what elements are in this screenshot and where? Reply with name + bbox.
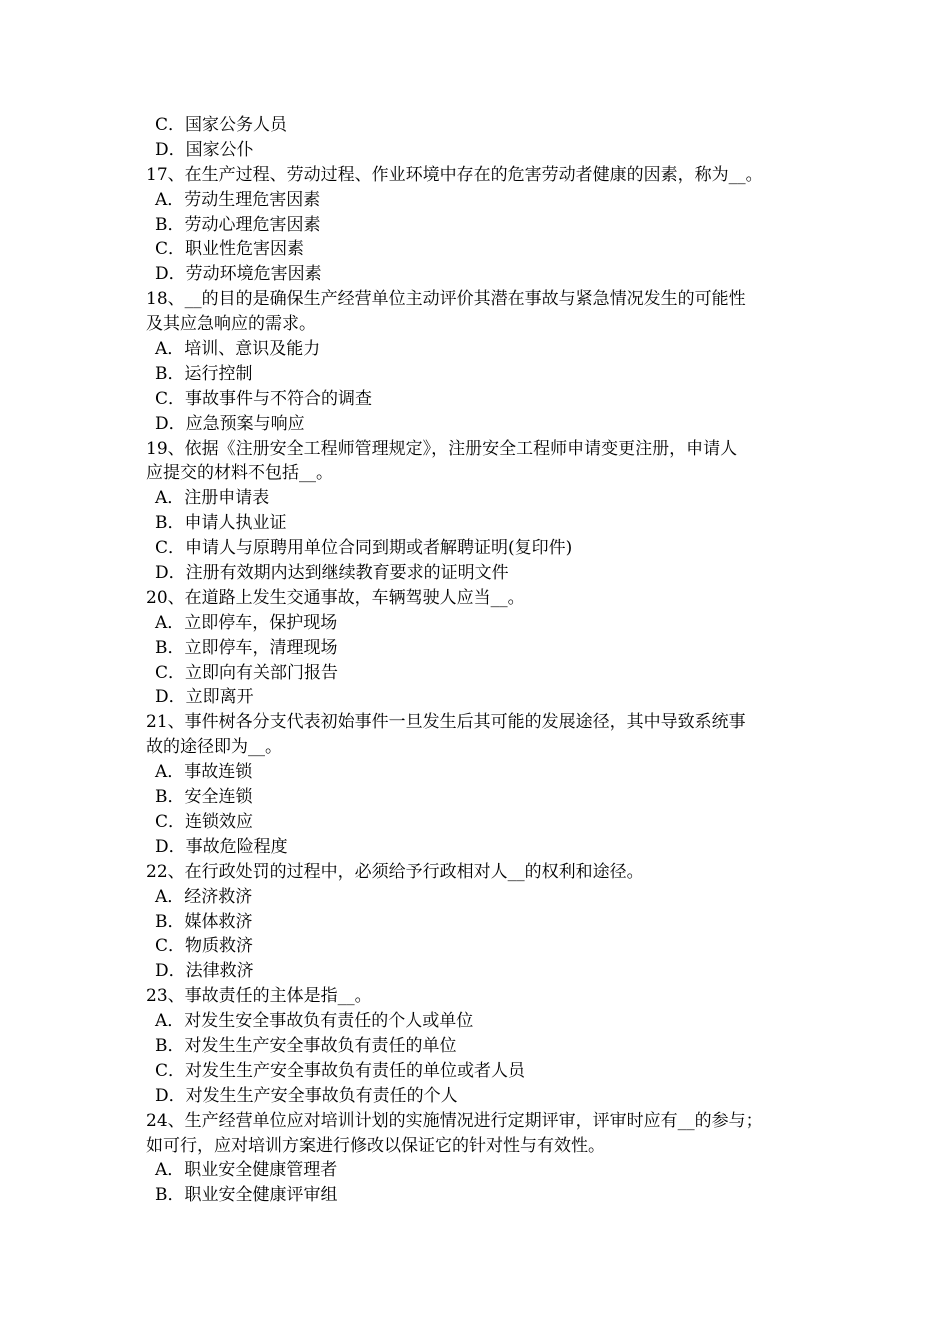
answer-option: D．对发生生产安全事故负有责任的个人 bbox=[155, 1085, 458, 1106]
question-text-line: 及其应急响应的需求。 bbox=[146, 314, 316, 335]
question-text-line: 如可行，应对培训方案进行修改以保证它的针对性与有效性。 bbox=[146, 1135, 605, 1156]
answer-option: D．注册有效期内达到继续教育要求的证明文件 bbox=[155, 563, 509, 584]
answer-option: D．立即离开 bbox=[155, 687, 254, 708]
question-text-line: 23、事故责任的主体是指__。 bbox=[146, 986, 372, 1007]
answer-option: C．连锁效应 bbox=[155, 811, 254, 832]
answer-option: D．应急预案与响应 bbox=[155, 413, 305, 434]
answer-option: A．注册申请表 bbox=[155, 488, 270, 509]
question-text-line: 22、在行政处罚的过程中，必须给予行政相对人__的权利和途径。 bbox=[146, 861, 644, 882]
answer-option: C．立即向有关部门报告 bbox=[155, 662, 339, 683]
question-text-line: 20、在道路上发生交通事故，车辆驾驶人应当__。 bbox=[146, 587, 525, 608]
answer-option: A．劳动生理危害因素 bbox=[155, 189, 321, 210]
question-text-line: 17、在生产过程、劳动过程、作业环境中存在的危害劳动者健康的因素，称为__。 bbox=[146, 164, 763, 185]
answer-option: B．对发生生产安全事故负有责任的单位 bbox=[155, 1035, 457, 1056]
answer-option: A．事故连锁 bbox=[155, 762, 253, 783]
question-text-line: 18、__的目的是确保生产经营单位主动评价其潜在事故与紧急情况发生的可能性 bbox=[146, 289, 746, 310]
answer-option: B．申请人执业证 bbox=[155, 513, 287, 534]
question-text-line: 应提交的材料不包括__。 bbox=[146, 463, 333, 484]
answer-option: C．事故事件与不符合的调查 bbox=[155, 388, 373, 409]
answer-option: B．媒体救济 bbox=[155, 911, 253, 932]
answer-option: C．物质救济 bbox=[155, 936, 254, 957]
answer-option: B．劳动心理危害因素 bbox=[155, 214, 321, 235]
question-text-line: 故的途径即为__。 bbox=[146, 737, 282, 758]
answer-option: B．安全连锁 bbox=[155, 787, 253, 808]
question-text-line: 24、生产经营单位应对培训计划的实施情况进行定期评审，评审时应有__的参与； bbox=[146, 1110, 763, 1131]
answer-option: D．劳动环境危害因素 bbox=[155, 264, 322, 285]
answer-option: D．国家公仆 bbox=[155, 139, 254, 160]
answer-option: A．对发生安全事故负有责任的个人或单位 bbox=[155, 1011, 474, 1032]
answer-option: C．国家公务人员 bbox=[155, 115, 288, 135]
question-text-line: 21、事件树各分支代表初始事件一旦发生后其可能的发展途径，其中导致系统事 bbox=[146, 712, 746, 733]
question-text-line: 19、依据《注册安全工程师管理规定》，注册安全工程师申请变更注册，申请人 bbox=[146, 438, 738, 459]
answer-option: C．对发生生产安全事故负有责任的单位或者人员 bbox=[155, 1060, 526, 1081]
answer-option: C．职业性危害因素 bbox=[155, 239, 305, 260]
answer-option: D．法律救济 bbox=[155, 961, 254, 982]
answer-option: A．职业安全健康管理者 bbox=[155, 1160, 338, 1181]
answer-option: A．培训、意识及能力 bbox=[155, 339, 321, 360]
answer-option: B．立即停车，清理现场 bbox=[155, 637, 338, 658]
answer-option: B．运行控制 bbox=[155, 363, 253, 384]
answer-option: D．事故危险程度 bbox=[155, 836, 288, 857]
answer-option: C．申请人与原聘用单位合同到期或者解聘证明(复印件) bbox=[155, 538, 573, 559]
answer-option: A．经济救济 bbox=[155, 886, 253, 907]
answer-option: B．职业安全健康评审组 bbox=[155, 1185, 338, 1206]
question-list bbox=[146, 113, 810, 1208]
answer-option: A．立即停车，保护现场 bbox=[155, 612, 338, 633]
